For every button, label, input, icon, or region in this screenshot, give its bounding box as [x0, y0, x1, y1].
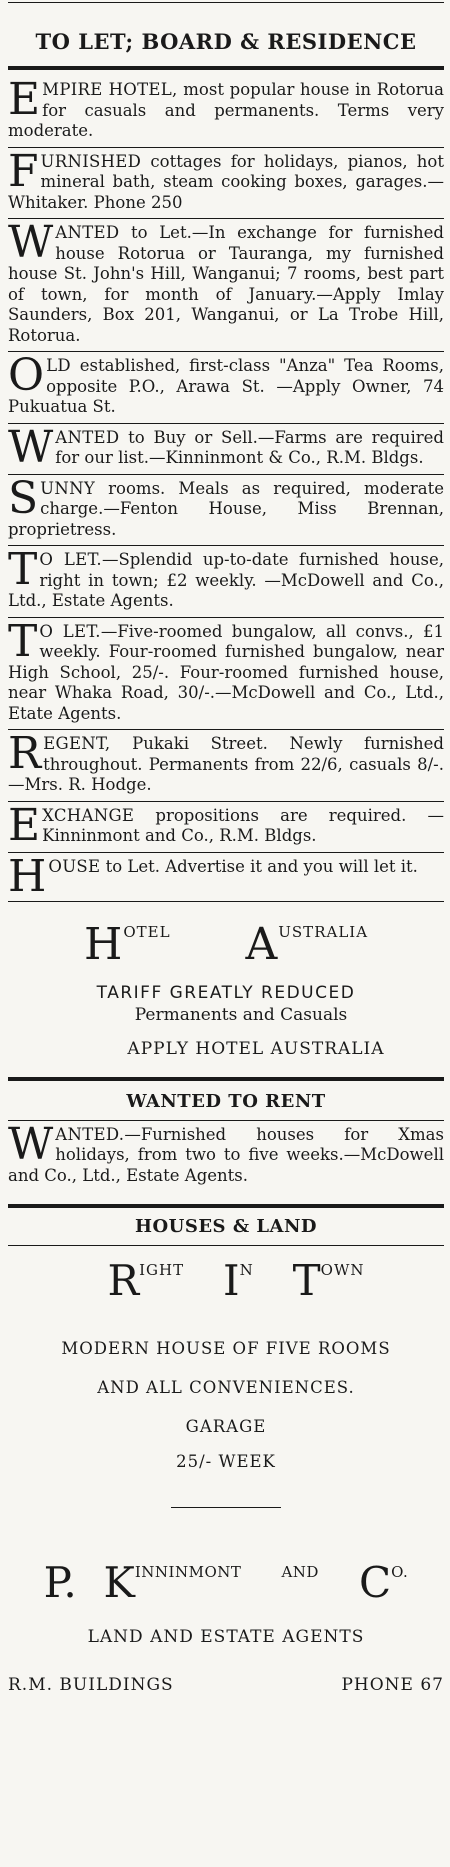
section-heading-to-let: TO LET; BOARD & RESIDENCE	[35, 29, 417, 54]
apply-line: APPLY HOTEL AUSTRALIA	[127, 1038, 385, 1059]
title-r: R	[107, 1256, 140, 1305]
ad-initial: E	[8, 74, 41, 125]
agent-c-rest: O.	[391, 1563, 409, 1581]
kinninmont-ad	[8, 1256, 444, 1695]
garage-line: GARAGE	[185, 1417, 267, 1436]
hotel-australia-ad	[8, 908, 444, 1059]
to-let-ads-list	[8, 76, 444, 901]
ad-text: to Buy or Sell.—Farms are required for our list.—Kinninmont & Co., R.M. Bldgs.	[55, 427, 444, 467]
ad-text: cottages for holidays, pianos, hot mineral bath, steam cooking boxes, garages.—Whitaker. Phone 250	[8, 151, 444, 212]
title-a-rest: USTRALIA	[278, 922, 369, 941]
price-line: 25/- WEEK	[176, 1452, 276, 1471]
ad-cap: O LET.	[39, 621, 101, 641]
ad-text: propositions are required. —Kinninmont and Co., R.M. Bldgs.	[42, 805, 444, 845]
ad-text: Pukaki Street. Newly furnished throughout. Permanents from 22/6, casuals 8/-.—Mrs. R. Hodge.	[8, 734, 444, 794]
ad-text: most popular house in Rotorua for casuals and permanents. Terms very moderate.	[8, 80, 445, 140]
section-heading-houses: HOUSES & LAND	[134, 1216, 318, 1237]
agent-name	[8, 1558, 444, 1607]
ad-initial: S	[8, 472, 39, 524]
agent-footer	[8, 1675, 444, 1695]
agent-k-rest: INNINMONT	[134, 1563, 242, 1581]
classified-ad	[8, 850, 444, 902]
ad-initial: E	[8, 799, 41, 851]
ad-initial: W	[8, 217, 54, 268]
ad-text: —Five-roomed bungalow, all convs., £1 weekly. Four-roomed furnished bungalow, near High School, 25/-. Four-roomed furnished house, near Whaka Road, 30/-.—McDowell and Co., Ltd., Etate Agents.	[8, 621, 444, 723]
modern-house-line: MODERN HOUSE OF FIVE ROOMS	[61, 1339, 391, 1358]
classified-ad	[8, 615, 444, 730]
ad-text: to Let. Advertise it and you will let it.	[100, 856, 418, 876]
ad-initial: W	[8, 421, 54, 473]
top-rule	[8, 2, 444, 3]
classified-ad	[8, 352, 444, 423]
title-i-rest: N	[239, 1261, 254, 1279]
heading-rule	[8, 1245, 444, 1246]
hotel-australia-title	[8, 908, 444, 969]
ad-initial: T	[8, 615, 38, 667]
ad-cap: ANTED	[55, 427, 120, 447]
agent-p: P.	[43, 1558, 77, 1607]
footer-address: R.M. BUILDINGS	[8, 1675, 174, 1695]
classified-ad	[8, 145, 444, 219]
ad-cap: MPIRE HOTEL,	[42, 80, 178, 99]
section-rule	[8, 1077, 444, 1081]
ad-text: rooms. Meals as required, moderate charge.—Fenton House, Miss Brennan, proprietress.	[8, 478, 444, 539]
ad-cap: XCHANGE	[42, 805, 135, 825]
title-t-rest: OWN	[320, 1261, 365, 1279]
agent-subtitle: LAND AND ESTATE AGENTS	[87, 1627, 365, 1647]
ad-cap: O LET.	[39, 550, 102, 569]
ad-cap: OUSE	[48, 856, 101, 876]
newspaper-classifieds-page	[0, 2, 450, 1867]
classified-ad	[8, 730, 444, 801]
ad-text: established, first-class "Anza" Tea Rooms, opposite P.O., Arawa St. —Apply Owner, 74 Pukuatua St.	[8, 356, 444, 416]
divider	[8, 901, 444, 902]
ad-initial: R	[8, 728, 42, 779]
ad-cap: ANTED	[55, 223, 120, 242]
conveniences-line: AND ALL CONVENIENCES.	[97, 1378, 355, 1397]
ad-cap: URNISHED	[40, 151, 142, 171]
title-h-rest: OTEL	[123, 922, 171, 941]
permanents-line: Permanents and Casuals	[134, 1004, 348, 1025]
ad-text: —Furnished houses for Xmas holidays, from two to five weeks.—McDowell and Co., Ltd., Estate Agents.	[8, 1124, 444, 1185]
short-rule	[171, 1507, 281, 1508]
title-h: H	[83, 918, 124, 970]
agent-k: K	[103, 1558, 135, 1607]
classified-ad	[8, 472, 444, 546]
ad-text: to Let.—In exchange for furnished house Rotorua or Tauranga, my furnished house St. John's Hill, Wanganui; 7 rooms, best part of town, for month of January.—Apply Imlay Saunders, Box 201, Wanganui, or La Trobe Hill, Rotorua.	[8, 223, 444, 345]
ad-text: —Splendid up-to-date furnished house, right in town; £2 weekly. —McDowell and Co., Ltd., Estate Agents.	[8, 550, 444, 610]
classified-ad	[8, 76, 444, 147]
footer-phone: PHONE 67	[341, 1675, 444, 1695]
wanted-ad	[8, 1118, 444, 1199]
heading-rule	[8, 66, 444, 70]
ad-cap: UNNY	[40, 478, 96, 498]
title-r-rest: IGHT	[139, 1261, 185, 1279]
ad-cap: EGENT,	[43, 734, 111, 753]
ad-initial: T	[8, 544, 38, 595]
agent-and: AND	[281, 1563, 319, 1581]
tariff-line: TARIFF GREATLY REDUCED	[96, 982, 356, 1003]
classified-ad	[8, 546, 444, 617]
section-rule	[8, 1204, 444, 1208]
section-heading-wanted: WANTED TO RENT	[126, 1090, 326, 1112]
classified-ad	[8, 421, 444, 474]
title-a: A	[245, 918, 279, 970]
ad-initial: F	[8, 145, 39, 197]
title-i: I	[223, 1256, 240, 1305]
right-in-town-title	[8, 1256, 444, 1305]
ad-initial: H	[8, 850, 47, 902]
classified-ad	[8, 799, 444, 852]
ad-cap: ANTED.	[55, 1124, 125, 1144]
title-t: T	[292, 1256, 321, 1305]
classified-ad	[8, 219, 444, 351]
agent-c: C	[359, 1558, 392, 1607]
ad-initial: O	[8, 350, 45, 401]
ad-initial: W	[8, 1118, 54, 1170]
ad-cap: LD	[46, 356, 71, 375]
